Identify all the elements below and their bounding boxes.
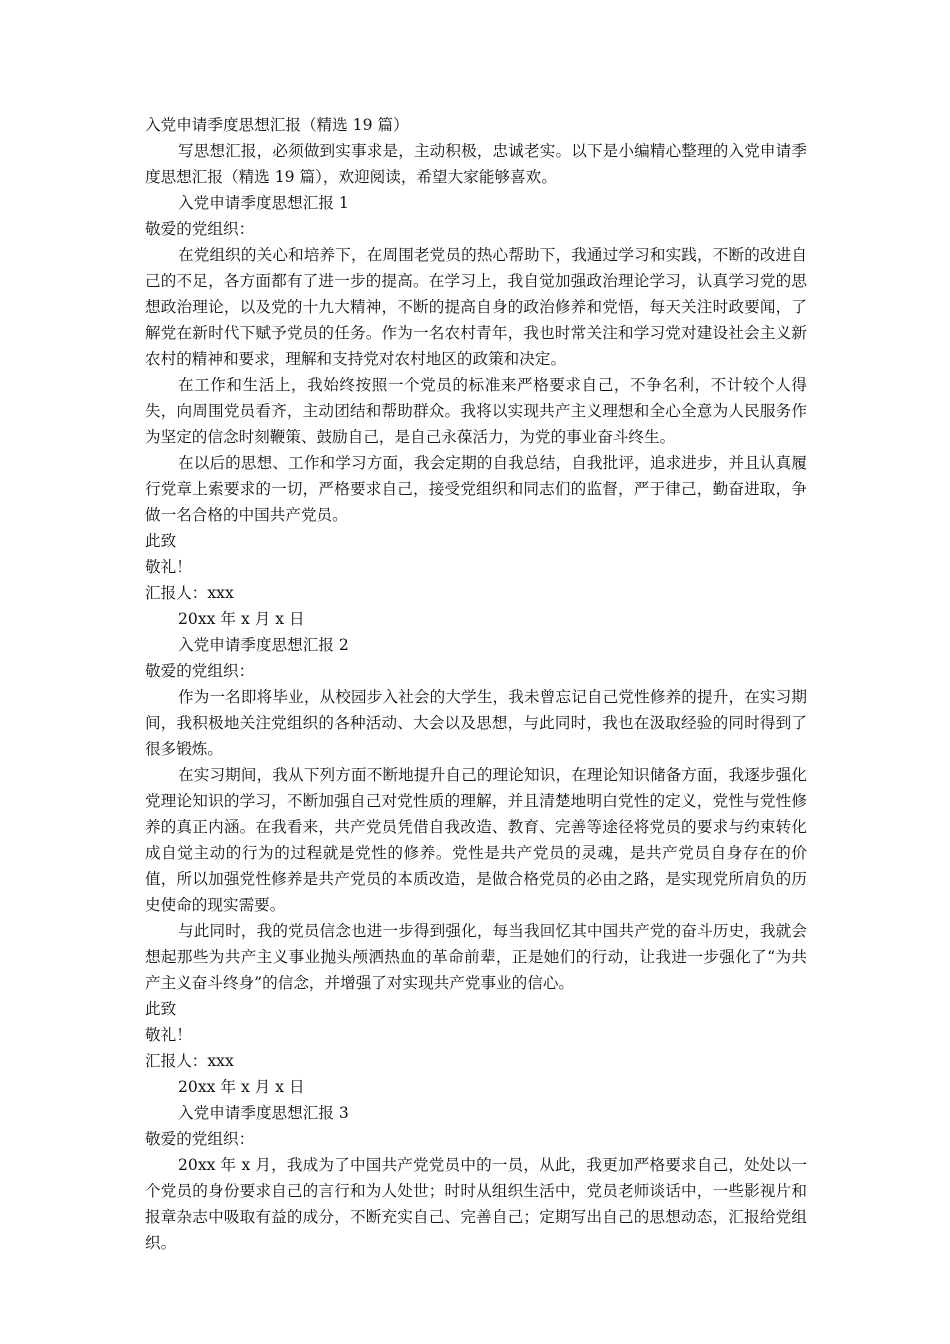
document-page — [145, 112, 807, 1256]
closing-line: 此致 — [145, 532, 177, 550]
report-heading: 入党申请季度思想汇报 2 — [178, 636, 349, 654]
body-paragraph: 在实习期间，我从下列方面不断地提升自己的理论知识，在理论知识储备方面，我逐步强化党理论知识的学习，不断加强自己对党性质的理解，并且清楚地明白党性的定义，党性与党性修养的真正内涵。在我看来，共产党员凭借自我改造、教育、完善等途径将党员的要求与约束转化成自觉主动的行为的过程就是党性的修养。党性是共产党员的灵魂，是共产党员自身存在的价值，所以加强党性修养是共产党员的本质改造，是做合格党员的必由之路，是实现党所肩负的历史使命的现实需要。 — [145, 766, 807, 914]
closing-line: 此致 — [145, 1000, 177, 1018]
body-paragraph: 在党组织的关心和培养下，在周围老党员的热心帮助下，我通过学习和实践，不断的改进自己的不足，各方面都有了进一步的提高。在学习上，我自觉加强政治理论学习，认真学习党的思想政治理论，以及党的十九大精神，不断的提高自身的政治修养和党悟，每天关注时政要闻，了解党在新时代下赋予党员的任务。作为一名农村青年，我也时常关注和学习党对建设社会主义新农村的精神和要求，理解和支持党对农村地区的政策和决定。 — [145, 246, 807, 368]
body-paragraph: 与此同时，我的党员信念也进一步得到强化，每当我回忆其中国共产党的奋斗历史，我就会想起那些为共产主义事业抛头颅洒热血的革命前辈，正是她们的行动，让我进一步强化了“为共产主义奋斗终身”的信念，并增强了对实现共产党事业的信心。 — [145, 922, 807, 992]
closing-salute: 敬礼！ — [145, 558, 192, 576]
salutation: 敬爱的党组织： — [145, 1130, 255, 1148]
body-paragraph: 在工作和生活上，我始终按照一个党员的标准来严格要求自己，不争名利，不计较个人得失，向周围党员看齐，主动团结和帮助群众。我将以实现共产主义理想和全心全意为人民服务作为坚定的信念时刻鞭策、鼓励自己，是自己永葆活力，为党的事业奋斗终生。 — [145, 376, 807, 446]
report-heading: 入党申请季度思想汇报 1 — [178, 194, 349, 212]
report-heading: 入党申请季度思想汇报 3 — [178, 1104, 349, 1122]
intro-paragraph: 写思想汇报，必须做到实事求是，主动积极，忠诚老实。以下是小编精心整理的入党申请季度思想汇报（精选 19 篇），欢迎阅读，希望大家能够喜欢。 — [145, 142, 807, 186]
reporter-line: 汇报人：xxx — [145, 584, 234, 602]
body-paragraph: 20xx 年 x 月，我成为了中国共产党党员中的一员，从此，我更加严格要求自己，处处以一个党员的身份要求自己的言行和为人处世；时时从组织生活中，党员老师谈话中，一些影视片和报章杂志中吸取有益的成分，不断充实自己、完善自己；定期写出自己的思想动态，汇报给党组织。 — [145, 1156, 807, 1252]
salutation: 敬爱的党组织： — [145, 220, 255, 238]
salutation: 敬爱的党组织： — [145, 662, 255, 680]
document-title: 入党申请季度思想汇报（精选 19 篇） — [145, 116, 409, 134]
body-paragraph: 作为一名即将毕业，从校园步入社会的大学生，我未曾忘记自己党性修养的提升，在实习期间，我积极地关注党组织的各种活动、大会以及思想，与此同时，我也在汲取经验的同时得到了很多锻炼。 — [145, 688, 807, 758]
reporter-line: 汇报人：xxx — [145, 1052, 234, 1070]
report-date: 20xx 年 x 月 x 日 — [178, 1078, 305, 1096]
closing-salute: 敬礼！ — [145, 1026, 192, 1044]
body-paragraph: 在以后的思想、工作和学习方面，我会定期的自我总结，自我批评，追求进步，并且认真履行党章上索要求的一切，严格要求自己，接受党组织和同志们的监督，严于律己，勤奋进取，争做一名合格的中国共产党员。 — [145, 454, 807, 524]
report-date: 20xx 年 x 月 x 日 — [178, 610, 305, 628]
